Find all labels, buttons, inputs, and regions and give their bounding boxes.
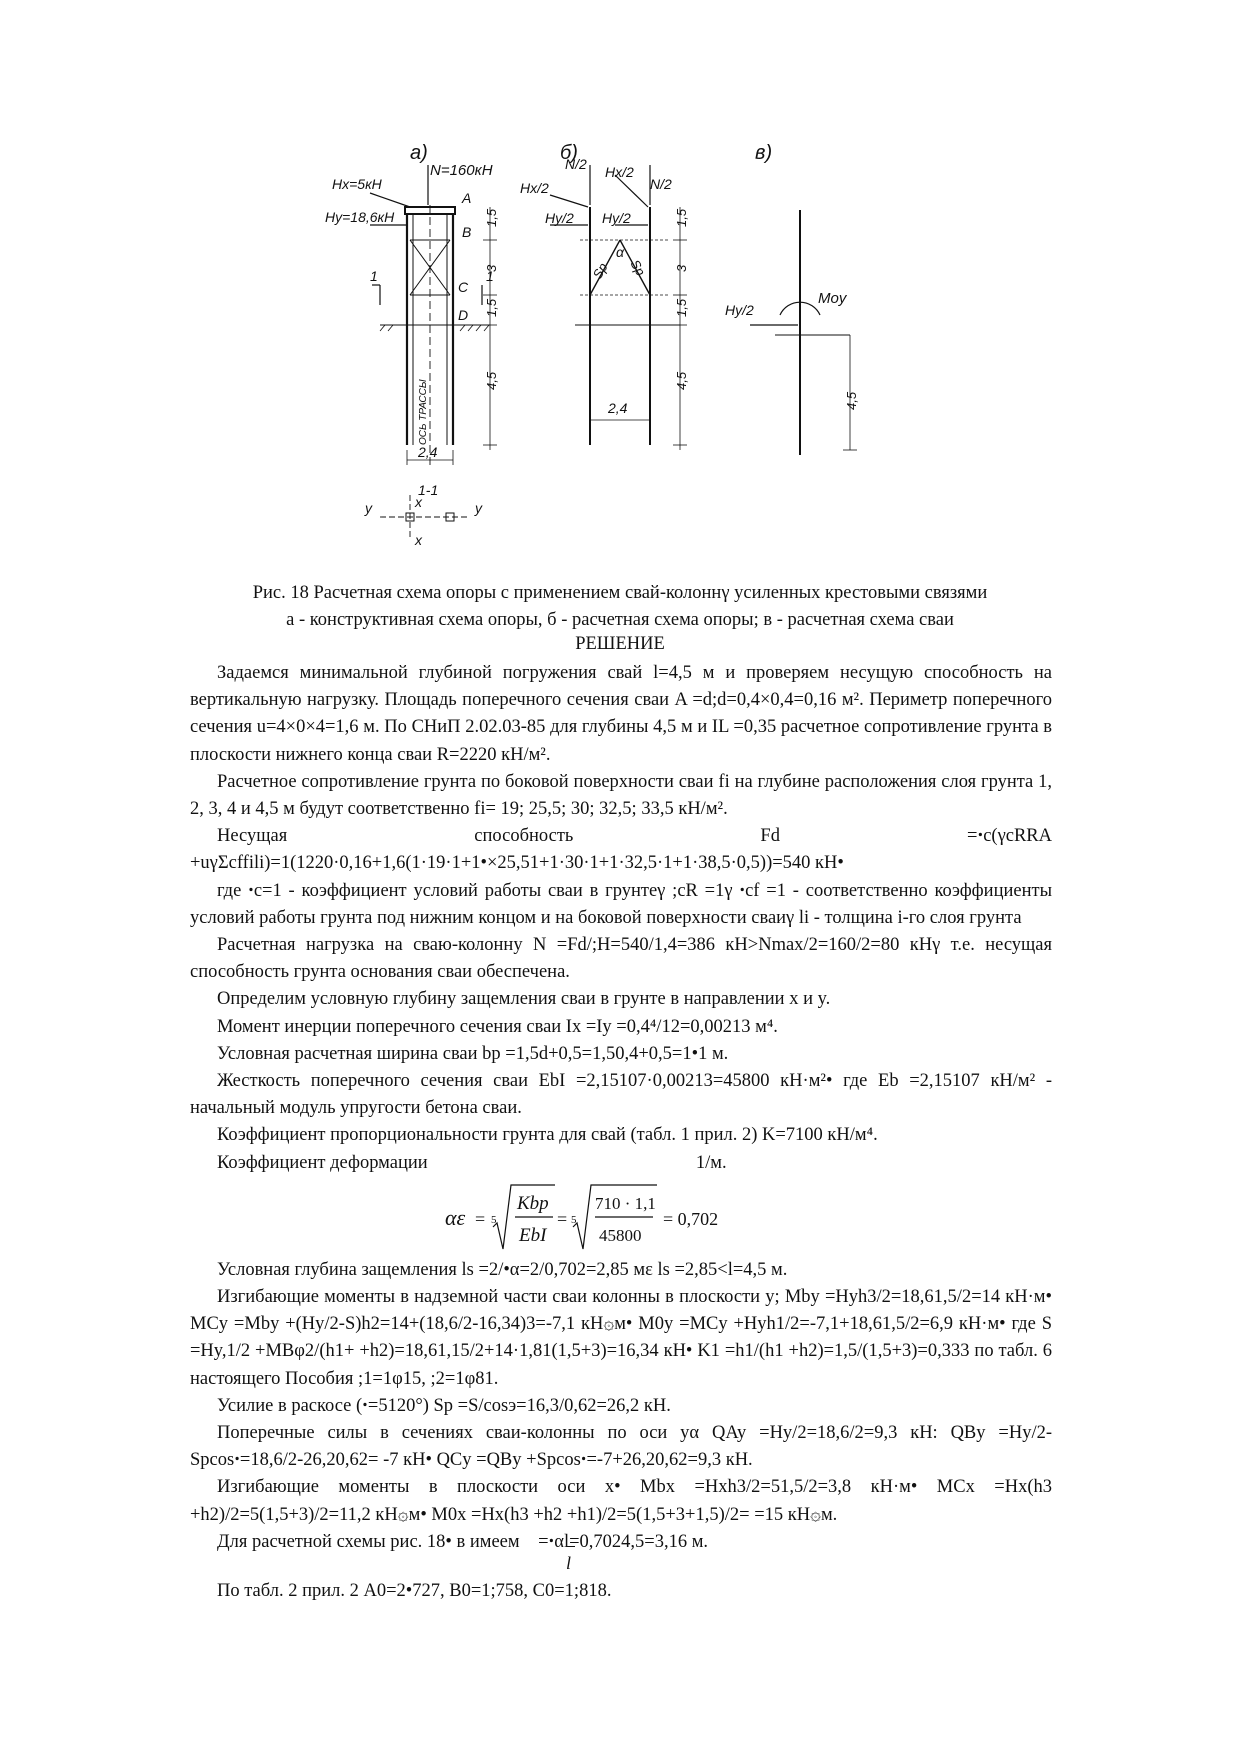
formula-lhs: αε (445, 1204, 466, 1230)
b-Hx2-left: Hx/2 (520, 180, 549, 196)
b-Hx2-right: Hx/2 (605, 164, 634, 180)
dim-label: 3 (484, 264, 499, 272)
section-heading: РЕШЕНИЕ (575, 634, 665, 654)
axis-label: ОСЬ ТРАССЫ (418, 379, 429, 445)
axis-y-right: y (475, 500, 482, 516)
paragraph: где ꞏc=1 - коэффициент условий работы сваи в грунтеγ ;cR =1γ ꞏcf =1 - соответственно коэффициенты условий работы грунта под нижним концом и на боковой поверхности сваиγ li - толщина i-го слоя грунта (190, 880, 1052, 928)
formula-den1: EbI (519, 1224, 547, 1246)
section-title: 1-1 (418, 482, 439, 498)
paragraph: Поперечные силы в сечениях сваи-колонны по оси yα QAy =Hy/2=18,6/2=9,3 кН: QBy =Hy/2-Spcosꞏ=18,6/2-26,20,62= -7 кН• QCy =QBy +Spcosꞏ=-7+26,20,62=9,3 кН. (190, 1423, 1052, 1471)
N-load-label: N=160кН (430, 162, 493, 179)
paragraph: Расчетная нагрузка на сваю-колонну N =Fd/;H=540/1,4=386 кН>Nmax/2=160/2=80 кНγ т.е. несущая способность грунта основания сваи обеспечена. (190, 935, 1052, 983)
section-mark-right: 1 (486, 268, 494, 284)
paragraph: Коэффициент деформации 1/м. (217, 1152, 727, 1173)
c-Hy2-label: Hy/2 (725, 302, 754, 318)
paragraph: Усилие в раскосе (ꞏ=5120°) Sp =S/cosэ=16,3/0,62=26,2 кН. (217, 1395, 671, 1416)
b-Hy2-left: Hy/2 (545, 210, 574, 226)
paragraph: Коэффициент пропорциональности грунта для свай (табл. 1 прил. 2) K=7100 кН/м⁴. (217, 1125, 878, 1146)
figure-caption-subtitle: а - конструктивная схема опоры, б - расчетная схема опоры; в - расчетная схема сваи (286, 610, 954, 630)
paragraph: Изгибающие моменты в плоскости оси x• Mbx =Hxh3/2=51,5/2=3,8 кН·м• MCx =Hx(h3 +h2)/2=5(1,5+3)/2=11,2 кН۞м• M0x =Hx(h3 +h2 +h1)/2=5(1,5+3+1,5)/2= =15 кН۞м. (190, 1477, 1052, 1525)
width-label-a: 2,4 (418, 444, 438, 460)
b-Sp-right: Sp (627, 257, 649, 279)
dim-label: 1,5 (674, 298, 689, 317)
section-mark-left: 1 (370, 268, 378, 284)
formula-result: = 0,702 (663, 1208, 719, 1229)
point-B-label: B (462, 224, 472, 240)
panel-a-label: а) (410, 142, 428, 164)
paragraph: Условная расчетная ширина сваи bp =1,5d+0,5=1,50,4+0,5=1•1 м. (217, 1043, 729, 1064)
b-Sp-left: Sp (589, 260, 611, 282)
pile-scheme-figure (325, 142, 940, 565)
b-N2-right: N/2 (650, 176, 672, 192)
dim-label: 3 (674, 264, 689, 272)
dim-label: 1,5 (674, 208, 689, 227)
c-depth-label: 4,5 (844, 391, 859, 410)
axis-x-bottom: x (415, 532, 422, 548)
Hy-load-label: Hy=18,6кН (325, 209, 395, 225)
panel-b-label: б) (560, 142, 578, 164)
paragraph: Изгибающие моменты в надземной части сваи колонны в плоскости y; Mby =Hyh3/2=18,61,5/2=14 кН·м• MCy =Mby +(Hy/2-S)h2=14+(18,6/2-16,34)3=-7,1 кН۞м• M0y =MCy +Hyh1/2=-7,1+18,61,5/2=6,9 кН·м• где S =Hy,1/2 +MBφ2/(h1+ +h2)=18,61,15/2+14·1,81(1,5+3)=16,34 кН• K1 =h1/(h1 +h2)=1,5/(1,5+3)=0,333 по табл. 6 настоящего Пособия ;1=1φ15, ;2=1φ81. (190, 1287, 1052, 1389)
axis-y-left: y (365, 500, 372, 516)
paragraph: Определим условную глубину защемления сваи в грунте в направлении x и y. (217, 989, 831, 1010)
deformation-coefficient-formula (190, 1177, 1052, 1257)
paragraph: Момент инерции поперечного сечения сваи Ix =Iy =0,4⁴/12=0,00213 м⁴. (217, 1016, 778, 1037)
dim-label: 4,5 (484, 371, 499, 390)
formula-num2: 710 · 1,1 (595, 1193, 656, 1213)
paragraph: Условная глубина защемления ls =2/•α=2/0,702=2,85 мε ls =2,85<l=4,5 м. (217, 1259, 788, 1280)
b-Hy2-right: Hy/2 (602, 210, 631, 226)
paragraph: По табл. 2 прил. 2 A0=2•727, B0=1;758, C0=1;818. (217, 1581, 612, 1602)
axis-x-top: x (415, 494, 422, 510)
point-D-label: D (458, 307, 469, 323)
dim-label: 1,5 (484, 208, 499, 227)
c-Moy-label: Moy (818, 290, 847, 307)
formula-root-index: 5 (491, 1213, 497, 1226)
panel-c-label: в) (755, 142, 773, 164)
formula-eq: = (475, 1208, 486, 1229)
dim-label: 1,5 (484, 298, 499, 317)
paragraph: Для расчетной схемы рис. 18• в имеем =ꞏαl=0,7024,5=3,16 м. (217, 1531, 709, 1552)
paragraph: Расчетное сопротивление грунта по боковой поверхности сваи fi на глубине расположения слоя грунта 1, 2, 3, 4 и 4,5 м будут соответственно fi= 19; 25,5; 30; 32,5; 33,5 кН/м². (190, 771, 1052, 820)
formula-den2: 45800 (599, 1225, 642, 1245)
paragraph: Несущая способность Fd =ꞏc(γcRRA +uγΣcffili)=1(1220·0,16+1,6(1·19·1+1•×25,51+1·30·1+1·32,5·1+1·38,5·0,5))=540 кН• (190, 826, 1052, 874)
point-A-label: A (462, 190, 472, 206)
paragraph: Задаемся минимальной глубиной погружения свай l=4,5 м и проверяем несущую способность на вертикальную нагрузку. Площадь поперечного сечения сваи A =d;d=0,4×0,4=0,16 м². Периметр поперечного сечения u=4×0×4=1,6 м. По СНиП 2.02.03-85 для глубины 4,5 м и IL =0,35 расчетное сопротивление грунта в плоскости нижнего конца сваи R=2220 кН/м². (190, 663, 1052, 765)
formula-num1: Kbp (517, 1192, 549, 1214)
dim-label: 4,5 (674, 371, 689, 390)
point-C-label: C (458, 279, 469, 295)
formula-root-index2: 5 (571, 1213, 577, 1226)
Hx-load-label: Hx=5кН (332, 176, 382, 192)
l-bar-symbol: l (190, 1556, 1052, 1578)
figure-caption-title: Рис. 18 Расчетная схема опоры с применением свай-колоннγ усиленных крестовыми связями (252, 583, 988, 603)
paragraph: Жесткость поперечного сечения сваи EbI =2,15107·0,00213=45800 кН·м²• где Eb =2,15107 кН/м² - начальный модуль упругости бетона сваи. (190, 1071, 1052, 1119)
b-N2-left: N/2 (565, 156, 587, 172)
solution-body (190, 660, 1052, 1605)
formula-eq2: = (557, 1208, 568, 1229)
b-alpha: α (616, 244, 624, 260)
width-label-b: 2,4 (608, 400, 628, 416)
